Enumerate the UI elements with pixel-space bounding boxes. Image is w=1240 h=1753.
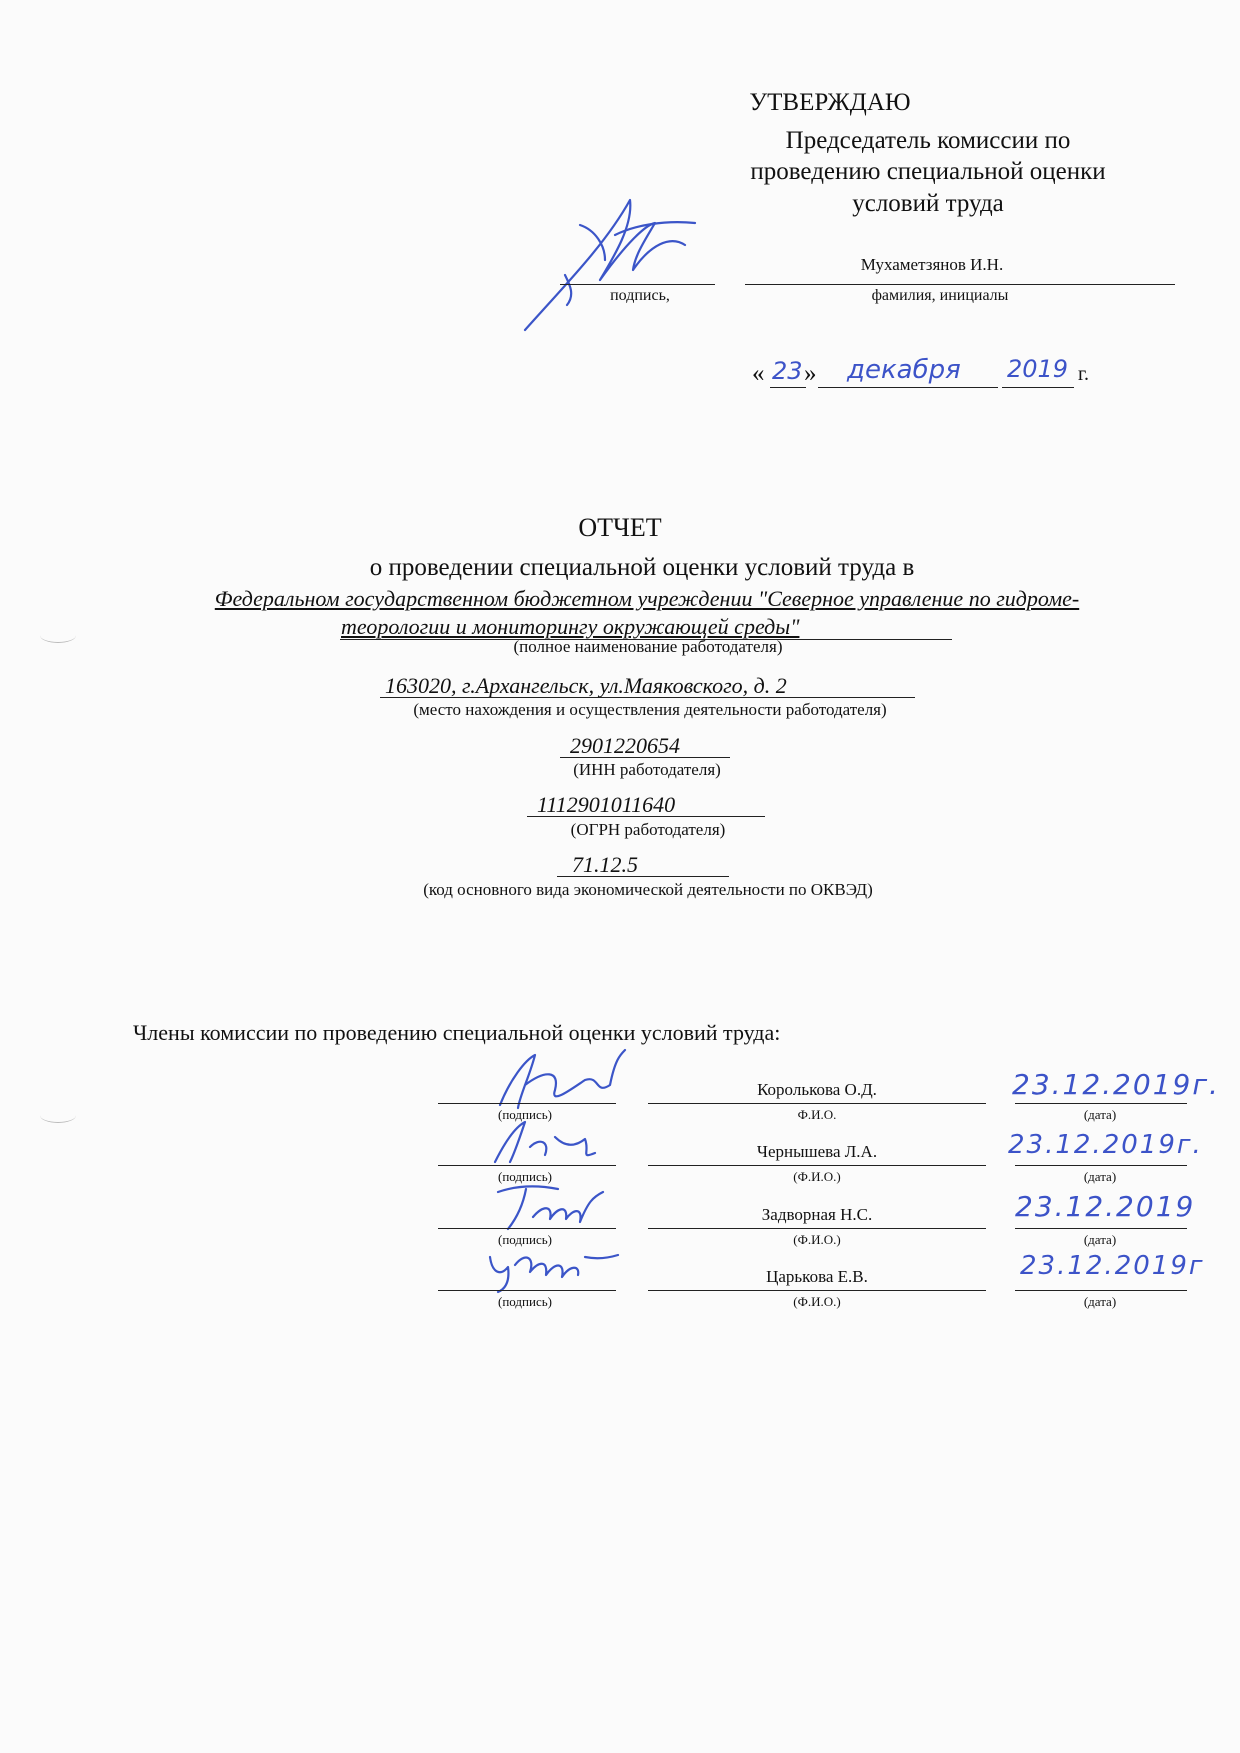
member-date-caption: (дата) [1083, 1232, 1117, 1247]
member-signature [480, 1237, 620, 1292]
address-caption: (место нахождения и осуществления деятельности работодателя) [413, 700, 887, 719]
date-day: 23 [772, 357, 803, 385]
report-subtitle: о проведении специальной оценки условий труда в [369, 554, 915, 581]
employer-okved: 71.12.5 [572, 852, 638, 877]
date-year: 2019 [1007, 355, 1069, 383]
approval-date [752, 355, 1102, 395]
chair-name-line [745, 284, 1175, 285]
ogrn-caption: (ОГРН работодателя) [570, 820, 726, 839]
member-name-caption: (Ф.И.О.) [793, 1232, 841, 1247]
approval-position-line2: проведению специальной оценки [750, 158, 1106, 185]
member-date: 23.12.2019г. [1008, 1130, 1203, 1160]
member-name-caption: (Ф.И.О.) [793, 1169, 841, 1184]
commission-heading: Члены комиссии по проведению специальной оценки условий труда: [133, 1020, 781, 1045]
member-signature-caption: (подпись) [498, 1232, 552, 1247]
date-close-quote: » [804, 360, 817, 387]
commission-member-row [0, 1237, 1240, 1307]
member-date-caption: (дата) [1083, 1169, 1117, 1184]
date-month: декабря [847, 355, 961, 385]
member-signature [488, 1177, 608, 1232]
date-open-quote: « [752, 360, 765, 387]
member-signature [490, 1050, 630, 1110]
employer-name-line1: Федеральном государственном бюджетном учреждении "Северное управление по гидроме- [214, 586, 1080, 611]
member-date-caption: (дата) [1083, 1294, 1117, 1309]
chair-name-caption: фамилия, инициалы [871, 287, 1009, 304]
inn-line [560, 757, 730, 758]
chair-name: Мухаметзянов И.Н. [860, 255, 1004, 274]
chair-signature [505, 185, 705, 335]
employer-address: 163020, г.Архангельск, ул.Маяковского, д. 2 [385, 673, 787, 698]
member-signature-caption: (подпись) [498, 1294, 552, 1309]
chair-signature-caption: подпись, [610, 287, 670, 304]
member-name-caption: Ф.И.О. [797, 1107, 837, 1122]
commission-member-row [0, 1175, 1240, 1245]
member-date-caption: (дата) [1083, 1107, 1117, 1122]
member-signature-caption: (подпись) [498, 1169, 552, 1184]
address-line [380, 697, 915, 698]
approval-position-line1: Председатель комиссии по [785, 127, 1071, 154]
employer-name-line2: теорологии и мониторингу окружающей среды" [341, 614, 800, 639]
member-date: 23.12.2019 [1015, 1190, 1196, 1223]
approval-position-line3: условий труда [852, 190, 1004, 217]
date-suffix: г. [1078, 363, 1089, 385]
employer-caption: (полное наименование работодателя) [513, 637, 783, 656]
member-name: Королькова О.Д. [757, 1080, 877, 1099]
employer-inn: 2901220654 [570, 733, 680, 758]
member-date: 23.12.2019г [1020, 1251, 1205, 1281]
approval-heading: УТВЕРЖДАЮ [749, 89, 911, 116]
ogrn-line [527, 816, 765, 817]
okved-line [557, 876, 729, 877]
report-title: ОТЧЕТ [578, 513, 662, 542]
okved-caption: (код основного вида экономической деятельности по ОКВЭД) [423, 880, 873, 899]
member-name-caption: (Ф.И.О.) [793, 1294, 841, 1309]
member-name: Царькова Е.В. [766, 1267, 868, 1286]
member-signature-caption: (подпись) [498, 1107, 552, 1122]
commission-member-row [0, 1050, 1240, 1120]
commission-member-row [0, 1112, 1240, 1182]
punch-hole-mark [40, 628, 76, 643]
member-name: Чернышева Л.А. [756, 1142, 878, 1161]
inn-caption: (ИНН работодателя) [573, 760, 721, 779]
chair-signature-line [560, 284, 715, 285]
member-signature [485, 1117, 605, 1167]
employer-ogrn: 1112901011640 [537, 792, 676, 817]
member-date: 23.12.2019г. [1012, 1068, 1220, 1101]
member-name: Задворная Н.С. [761, 1205, 873, 1224]
